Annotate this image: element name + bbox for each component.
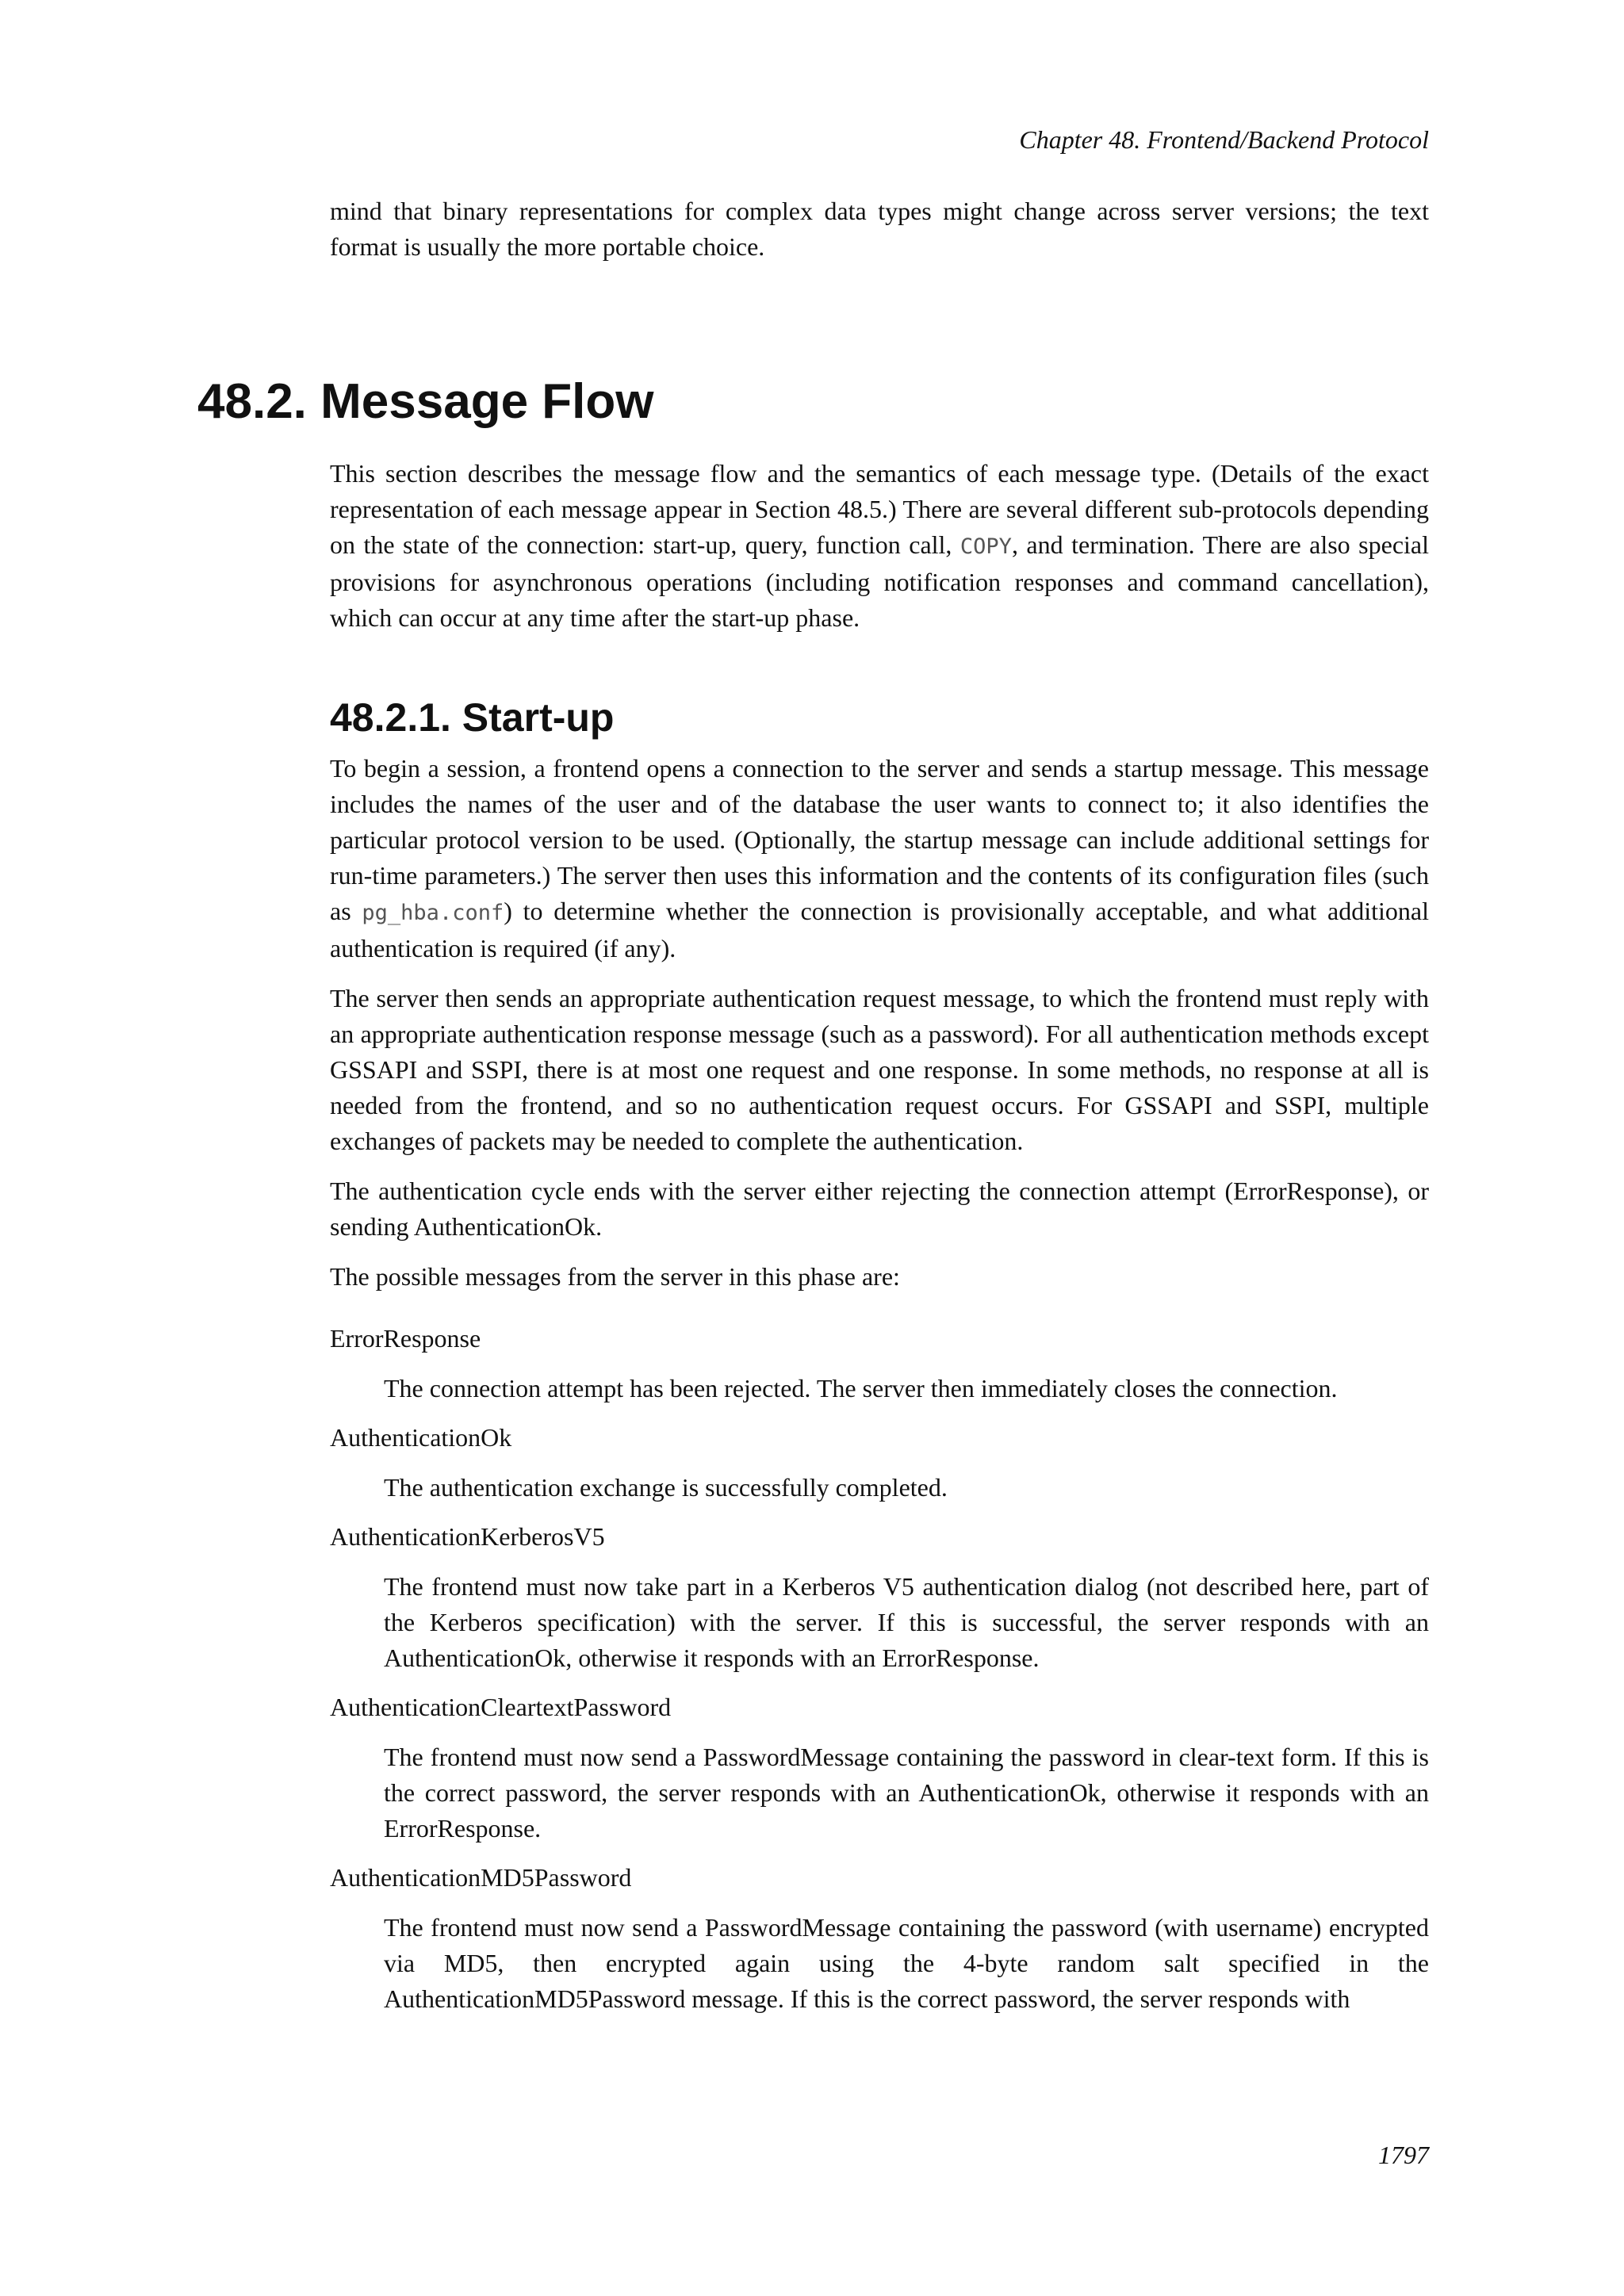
running-header: Chapter 48. Frontend/Backend Protocol [1019,125,1429,154]
startup-paragraph-3: The authentication cycle ends with the server either rejecting the connection attempt (ErrorResponse), or sending AuthenticationOk. [330,1177,1429,1241]
message-definition: The authentication exchange is successfully completed. [384,1473,948,1502]
startup-paragraph-1 [330,751,1429,966]
section-title: 48.2. Message Flow [197,374,654,429]
subsection-title: 48.2.1. Start-up [330,695,615,740]
message-definition: The connection attempt has been rejected. The server then immediately closes the connection. [384,1374,1338,1402]
intro-block [330,193,1429,265]
message-term: AuthenticationMD5Password [330,1863,632,1892]
section-paragraph [330,456,1429,636]
message-term: AuthenticationKerberosV5 [330,1522,605,1551]
startup-paragraph-1-part-2: ) to determine whether the connection is provisionally acceptable, and what additional authentication is required (if any). [330,897,1430,962]
message-definition: The frontend must now send a PasswordMessage containing the password in clear-text form. If this is the correct password, the server responds with an AuthenticationOk, otherwise it responds with an ErrorResponse. [384,1743,1429,1843]
page-number: 1797 [1378,2141,1429,2169]
message-definition: The frontend must now take part in a Kerberos V5 authentication dialog (not described here, part of the Kerberos specification) with the server. If this is successful, the server responds with an AuthenticationOk, otherwise it responds with an ErrorResponse. [384,1572,1429,1672]
startup-paragraph-1-part-1: To begin a session, a frontend opens a connection to the server and sends a startup message. This message includes the names of the user and of the database the user wants to connect to; it also identifies the particular protocol version to be used. (Optionally, the startup message can include additional settings for run-time parameters.) The server then uses this information and the contents of its configuration files (such as [330,754,1429,925]
startup-subsection [330,694,1429,2017]
message-term: AuthenticationOk [330,1423,512,1452]
message-list [330,1321,1429,2017]
pg-hba-conf-code: pg_hba.conf [362,901,504,925]
message-definition: The frontend must now send a PasswordMessage containing the password (with username) encrypted via MD5, then encrypted again using the 4-byte random salt specified in the AuthenticationMD5Password message. If this is the correct password, the server responds with [384,1913,1429,2013]
section-intro [330,456,1429,636]
copy-code: COPY [959,534,1012,559]
section-paragraph-part-1: This section describes the message flow and the semantics of each message type. (Details of the exact representation of each message appear in Section 48.5.) There are several different sub-protocols depending on the state of the connection: start-up, query, function call, [330,459,1429,559]
intro-paragraph: mind that binary representations for complex data types might change across server versions; the text format is usually the more portable choice. [330,197,1429,261]
startup-paragraph-2: The server then sends an appropriate authentication request message, to which the frontend must reply with an appropriate authentication response message (such as a password). For all authentication methods except GSSAPI and SSPI, there is at most one request and one response. In some methods, no response at all is needed from the frontend, and so no authentication request occurs. For GSSAPI and SSPI, multiple exchanges of packets may be needed to complete the authentication. [330,984,1429,1155]
startup-paragraph-4: The possible messages from the server in this phase are: [330,1262,900,1291]
section-paragraph-part-2: , and termination. There are also special provisions for asynchronous operations (including notification responses and command cancellation), which can occur at any time after the start-up phase. [330,530,1430,632]
message-term: AuthenticationCleartextPassword [330,1693,672,1721]
message-term: ErrorResponse [330,1324,481,1353]
